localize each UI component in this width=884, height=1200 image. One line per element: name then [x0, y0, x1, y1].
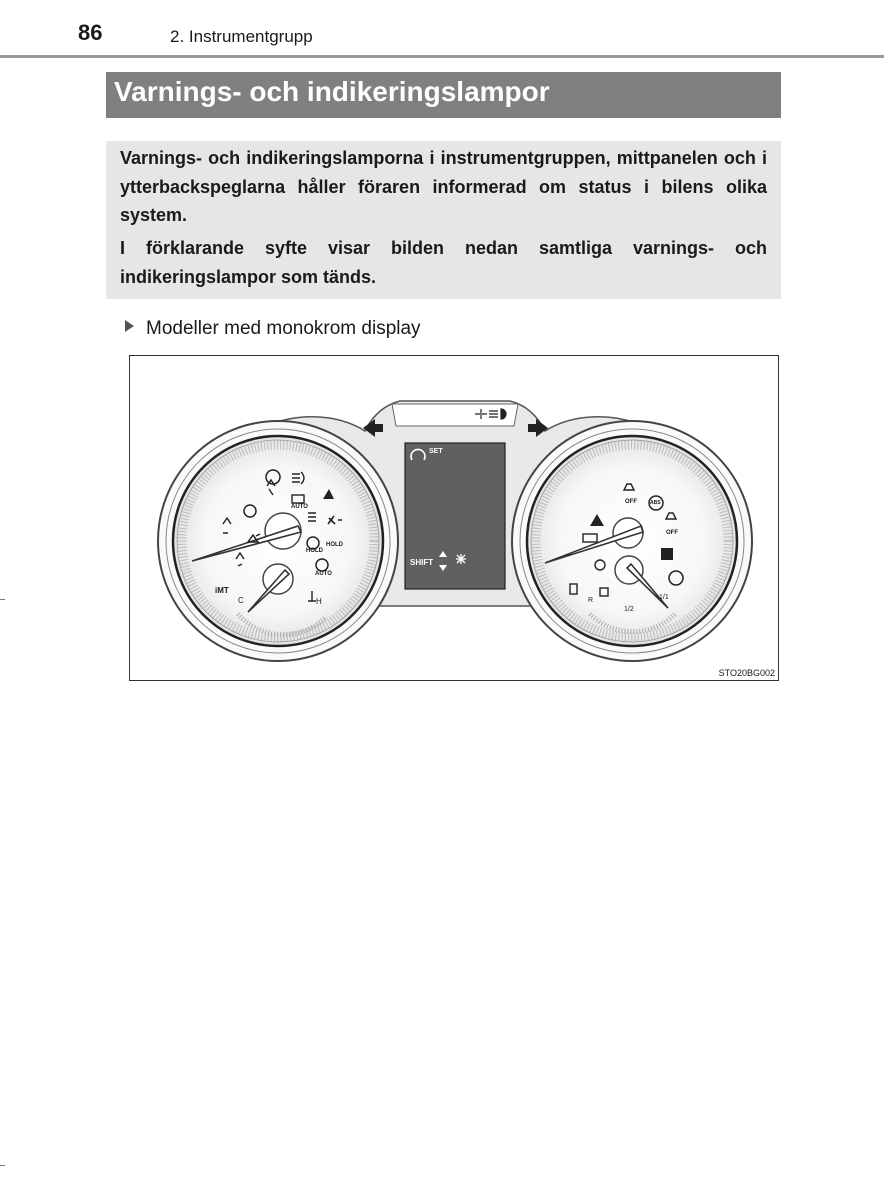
fuel-half-label: 1/2: [624, 606, 634, 613]
left-gauge: [158, 421, 398, 661]
edge-tick: [0, 1165, 5, 1166]
instrument-cluster-figure: [129, 355, 779, 681]
temp-hot-label: H: [316, 597, 322, 606]
triangle-bullet-icon: [125, 320, 134, 332]
snowflake-icon: [456, 554, 466, 564]
hold-label: HOLD: [306, 548, 323, 554]
off-label-1: OFF: [625, 499, 637, 505]
shift-label: SHIFT: [410, 558, 434, 567]
page-heading: Varnings- och indikeringslampor: [114, 76, 550, 107]
page-number: 86: [78, 20, 103, 45]
off-label-2: OFF: [666, 530, 678, 536]
high-beam-icon: [489, 409, 506, 419]
right-gauge: [512, 421, 752, 661]
figure-code: STO20BG002: [718, 668, 775, 678]
fuel-full-label: 1/1: [659, 594, 669, 601]
section-title: 2. Instrumentgrupp: [170, 27, 313, 46]
auto-label: AUTO: [291, 504, 308, 510]
heading-bar: [106, 72, 781, 118]
edge-tick: [0, 599, 5, 600]
bullet-text: Modeller med monokrom display: [146, 318, 421, 339]
hold-label-2: HOLD: [326, 542, 343, 548]
intro-paragraph-2: I förklarande syfte visar bilden nedan samtliga varnings- och indikeringslampor som tänds.: [120, 238, 767, 287]
auto-label-2: AUTO: [315, 571, 332, 577]
intro-paragraph-1: Varnings- och indikeringslamporna i instrumentgruppen, mittpanelen och i ytterbackspeglarna håller föraren informerad om status i bilens olika system.: [120, 148, 767, 225]
instrument-cluster-drawing: [130, 356, 778, 680]
intro-box: [106, 141, 781, 299]
temp-cold-label: C: [238, 596, 244, 605]
bullet-line: [125, 318, 421, 340]
slip-indicator-icon: [661, 548, 673, 560]
header-rule: [0, 55, 884, 58]
center-display: [405, 443, 505, 589]
abs-label: ABS: [650, 500, 661, 506]
top-indicator-strip: [392, 404, 518, 426]
imt-label: iMT: [215, 586, 229, 595]
set-label: SET: [429, 448, 443, 455]
fuel-empty-label: R: [588, 597, 594, 604]
